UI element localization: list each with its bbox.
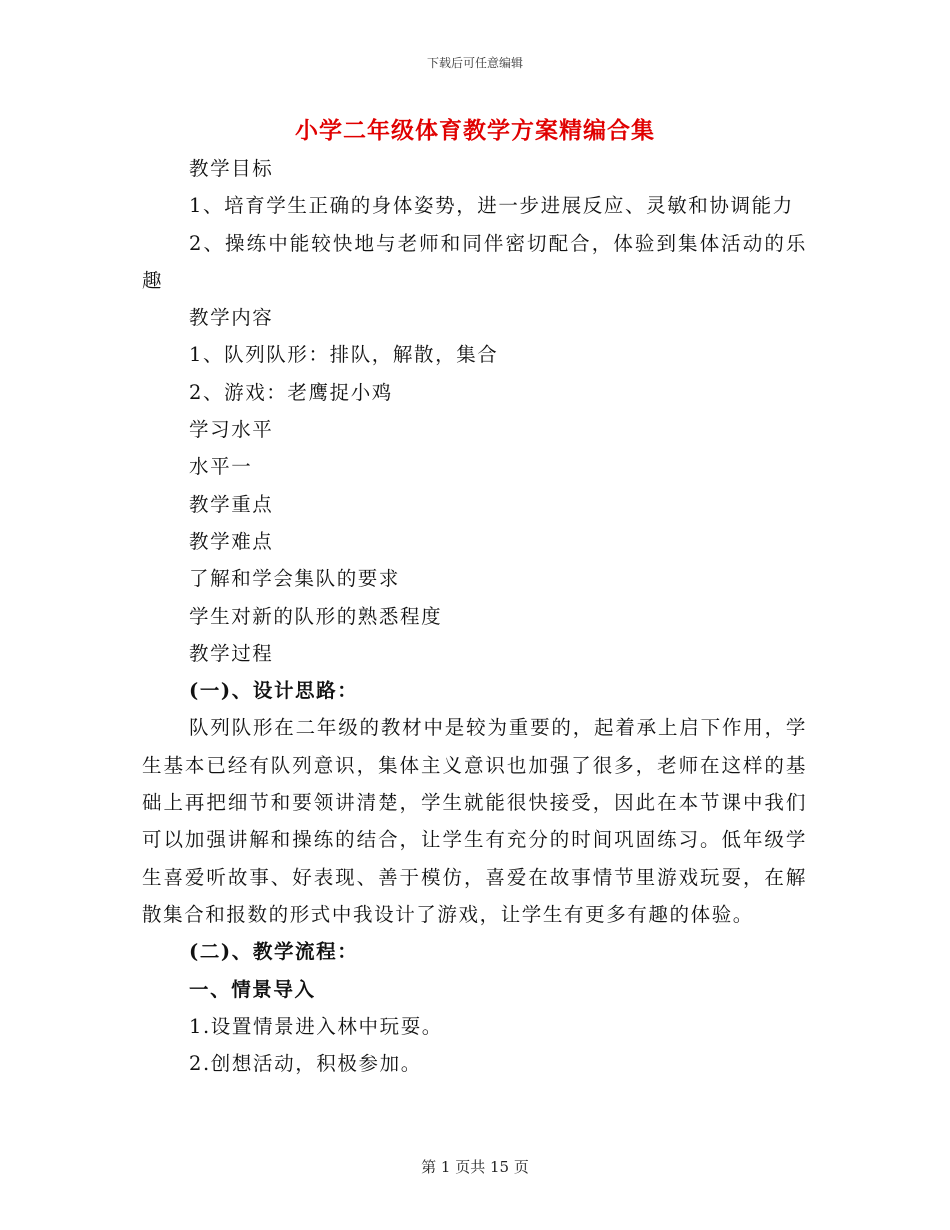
section-design-idea-heading: (一)、设计思路： xyxy=(189,679,359,703)
paragraph-difficulty-heading: 教学难点 xyxy=(189,529,274,553)
paragraph-content-1: 1、队列队形：排队，解散，集合 xyxy=(189,343,499,367)
section-teaching-flow-heading: (二)、教学流程： xyxy=(189,940,359,964)
paragraph-process-heading: 教学过程 xyxy=(189,641,274,665)
paragraph-key-point: 了解和学会集队的要求 xyxy=(189,567,401,591)
document-body xyxy=(142,150,807,1082)
paragraph-teaching-content-heading: 教学内容 xyxy=(189,306,274,330)
paragraph-teaching-goal-heading: 教学目标 xyxy=(189,157,274,180)
paragraph-goal-2: 2、操练中能较快地与老师和同伴密切配合，体验到集体活动的乐趣 xyxy=(142,231,807,292)
paragraph-key-point-heading: 教学重点 xyxy=(189,492,274,516)
paragraph-learning-level-heading: 学习水平 xyxy=(189,418,274,442)
paragraph-content-2: 2、游戏：老鹰捉小鸡 xyxy=(189,380,393,404)
paragraph-flow-1: 1.设置情景进入林中玩耍。 xyxy=(189,1014,443,1038)
page-footer: 第 1 页共 15 页 xyxy=(421,1158,529,1176)
paragraph-flow-2: 2.创想活动，积极参加。 xyxy=(189,1052,422,1076)
paragraph-goal-1: 1、培育学生正确的身体姿势，进一步进展反应、灵敏和协调能力 xyxy=(189,194,794,218)
paragraph-design-idea: 队列队形在二年级的教材中是较为重要的，起着承上启下作用，学生基本已经有队列意识，集体主义意识也加强了很多，老师在这样的基础上再把细节和要领讲清楚，学生就能很快接受，因此在本节课中我们可以加强讲解和操练的结合，让学生有充分的时间巩固练习。低年级学生喜爱听故事、好表现、善于模仿，喜爱在故事情节里游戏玩耍，在解散集合和报数的形式中我设计了游戏，让学生有更多有趣的体验。 xyxy=(142,716,807,926)
document-title: 小学二年级体育教学方案精编合集 xyxy=(295,117,655,144)
paragraph-learning-level: 水平一 xyxy=(189,455,253,479)
page-header: 下载后可任意编辑 xyxy=(426,56,523,70)
paragraph-difficulty: 学生对新的队形的熟悉程度 xyxy=(189,604,443,628)
section-scene-intro-heading: 一、情景导入 xyxy=(189,977,316,1001)
